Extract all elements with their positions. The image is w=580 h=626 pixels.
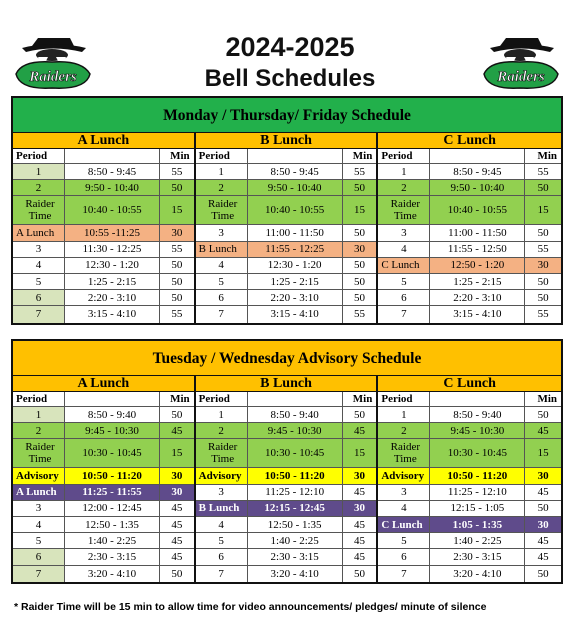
schedule-row bbox=[378, 533, 561, 549]
period-cell: 5 bbox=[13, 274, 65, 289]
time-cell: 1:25 - 2:15 bbox=[430, 274, 525, 289]
min-cell: 45 bbox=[160, 423, 194, 438]
time-cell: 2:30 - 3:15 bbox=[430, 549, 525, 564]
schedule-row bbox=[13, 423, 194, 439]
min-cell: 50 bbox=[354, 259, 365, 272]
time-cell: 10:40 - 10:55 bbox=[248, 196, 343, 224]
schedule-title: Tuesday / Wednesday Advisory Schedule bbox=[13, 341, 561, 376]
min-cell: 45 bbox=[537, 486, 549, 499]
time-cell: 11:55 - 12:25 bbox=[248, 242, 343, 257]
lunch-header: C Lunch bbox=[378, 133, 561, 149]
schedule-row bbox=[13, 180, 194, 196]
min-cell: 45 bbox=[354, 518, 365, 531]
period-cell: 1 bbox=[378, 407, 430, 422]
min-cell: 50 bbox=[537, 291, 549, 304]
time-cell: 10:50 - 11:20 bbox=[248, 468, 343, 483]
period-cell: 3 bbox=[378, 485, 430, 500]
time-cell: 9:50 - 10:40 bbox=[248, 180, 343, 195]
period-cell: 4 bbox=[378, 242, 430, 257]
schedule-row bbox=[378, 258, 561, 274]
min-cell: 30 bbox=[525, 258, 561, 273]
period-cell: 1 bbox=[196, 164, 248, 179]
lunch-column-a bbox=[13, 133, 196, 323]
schedule-row bbox=[378, 485, 561, 501]
period-cell: Advisory bbox=[378, 468, 430, 483]
time-cell: 11:25 - 11:55 bbox=[65, 485, 160, 500]
min-cell: 30 bbox=[343, 501, 377, 516]
period-header: Period bbox=[196, 149, 248, 163]
period-cell: 3 bbox=[378, 225, 430, 240]
schedule-row bbox=[196, 566, 377, 582]
period-cell: 6 bbox=[378, 549, 430, 564]
time-cell: 1:40 - 2:25 bbox=[65, 533, 160, 548]
schedule-row bbox=[13, 439, 194, 468]
time-cell: 12:30 - 1:20 bbox=[65, 258, 160, 273]
schedule-row bbox=[196, 225, 377, 241]
min-cell: 30 bbox=[525, 517, 561, 532]
min-cell: 50 bbox=[354, 567, 365, 580]
time-cell: 3:15 - 4:10 bbox=[65, 306, 160, 322]
schedule-row bbox=[378, 290, 561, 306]
period-cell: 1 bbox=[378, 164, 430, 179]
schedule-row bbox=[378, 225, 561, 241]
time-cell: 11:25 - 12:10 bbox=[248, 485, 343, 500]
min-cell: 45 bbox=[354, 550, 365, 563]
min-cell: 45 bbox=[354, 486, 365, 499]
time-cell: 10:50 - 11:20 bbox=[65, 468, 160, 483]
period-cell: Raider Time bbox=[196, 439, 248, 467]
min-cell: 45 bbox=[537, 534, 549, 547]
schedule-row bbox=[196, 468, 377, 484]
period-cell: A Lunch bbox=[13, 225, 65, 240]
time-cell: 1:25 - 2:15 bbox=[65, 274, 160, 289]
min-header: Min bbox=[170, 393, 190, 405]
period-cell: 7 bbox=[13, 566, 65, 582]
time-cell: 10:55 -11:25 bbox=[65, 225, 160, 240]
period-cell: A Lunch bbox=[13, 485, 65, 500]
lunch-column-b bbox=[196, 376, 379, 582]
schedule-row bbox=[378, 423, 561, 439]
period-header: Period bbox=[196, 392, 248, 406]
schedule-row bbox=[378, 196, 561, 225]
schedule-row bbox=[196, 533, 377, 549]
period-cell: 7 bbox=[196, 566, 248, 582]
min-cell: 55 bbox=[171, 165, 183, 178]
period-cell: 3 bbox=[13, 242, 65, 257]
schedule-row bbox=[13, 485, 194, 501]
schedule-row bbox=[13, 274, 194, 290]
min-cell: 55 bbox=[354, 165, 365, 178]
lunch-header: B Lunch bbox=[196, 376, 377, 392]
lunch-header: A Lunch bbox=[13, 376, 194, 392]
period-cell: 6 bbox=[196, 549, 248, 564]
schedule-row bbox=[13, 566, 194, 582]
time-cell: 2:20 - 3:10 bbox=[65, 290, 160, 305]
schedule-row bbox=[13, 242, 194, 258]
schedule-row bbox=[13, 290, 194, 306]
min-cell: 30 bbox=[343, 242, 377, 257]
min-cell: 45 bbox=[525, 423, 561, 438]
period-cell: B Lunch bbox=[196, 501, 248, 516]
min-cell: 50 bbox=[537, 567, 549, 580]
schedule-row bbox=[196, 439, 377, 468]
lunch-header: C Lunch bbox=[378, 376, 561, 392]
schedule-row bbox=[378, 501, 561, 517]
min-header: Min bbox=[352, 393, 373, 405]
schedule-row bbox=[196, 180, 377, 196]
time-header bbox=[430, 149, 525, 163]
schedule-row bbox=[196, 242, 377, 258]
schedule-row bbox=[13, 225, 194, 241]
schedule-row bbox=[378, 274, 561, 290]
min-cell: 15 bbox=[160, 196, 194, 224]
time-cell: 3:20 - 4:10 bbox=[248, 566, 343, 582]
min-cell: 45 bbox=[537, 550, 549, 563]
period-cell: 3 bbox=[13, 501, 65, 516]
time-cell: 12:15 - 1:05 bbox=[430, 501, 525, 516]
schedule-row bbox=[378, 566, 561, 582]
min-cell: 50 bbox=[525, 180, 561, 195]
period-cell: 1 bbox=[196, 407, 248, 422]
time-cell: 12:30 - 1:20 bbox=[248, 258, 343, 273]
time-cell: 11:00 - 11:50 bbox=[430, 225, 525, 240]
period-cell: 2 bbox=[196, 423, 248, 438]
period-cell: Advisory bbox=[13, 468, 65, 483]
column-header-row bbox=[13, 392, 194, 407]
period-cell: 5 bbox=[196, 533, 248, 548]
lunch-column-c bbox=[378, 133, 561, 323]
column-header-row bbox=[13, 149, 194, 164]
time-cell: 8:50 - 9:45 bbox=[430, 164, 525, 179]
period-cell: 2 bbox=[196, 180, 248, 195]
min-cell: 50 bbox=[343, 180, 377, 195]
page-title: Bell Schedules bbox=[204, 65, 376, 92]
time-cell: 11:30 - 12:25 bbox=[65, 242, 160, 257]
page-year: 2024-2025 bbox=[225, 32, 355, 62]
min-cell: 30 bbox=[160, 485, 194, 500]
time-cell: 8:50 - 9:45 bbox=[248, 164, 343, 179]
period-cell: 2 bbox=[378, 180, 430, 195]
time-cell: 9:45 - 10:30 bbox=[248, 423, 343, 438]
period-cell: 6 bbox=[378, 290, 430, 305]
period-cell: 7 bbox=[13, 306, 65, 322]
period-cell: 4 bbox=[196, 517, 248, 532]
schedule-title: Monday / Thursday/ Friday Schedule bbox=[13, 98, 561, 133]
period-cell: 3 bbox=[196, 485, 248, 500]
period-cell: Advisory bbox=[196, 468, 248, 483]
min-cell: 45 bbox=[171, 550, 183, 563]
min-header: Min bbox=[537, 150, 557, 162]
time-cell: 11:25 - 12:10 bbox=[430, 485, 525, 500]
time-header bbox=[430, 392, 525, 406]
lunch-column-c bbox=[378, 376, 561, 582]
period-cell: 5 bbox=[13, 533, 65, 548]
time-cell: 8:50 - 9:40 bbox=[248, 407, 343, 422]
schedule-row bbox=[378, 439, 561, 468]
time-cell: 1:40 - 2:25 bbox=[430, 533, 525, 548]
time-cell: 11:00 - 11:50 bbox=[248, 225, 343, 240]
time-cell: 12:15 - 12:45 bbox=[248, 501, 343, 516]
period-cell: 4 bbox=[13, 258, 65, 273]
logo-text: Raiders bbox=[497, 69, 545, 85]
min-header: Min bbox=[352, 150, 373, 162]
period-cell: C Lunch bbox=[378, 517, 430, 532]
lunch-column-b bbox=[196, 133, 379, 323]
time-cell: 12:50 - 1:35 bbox=[65, 517, 160, 532]
min-cell: 45 bbox=[354, 534, 365, 547]
column-header-row bbox=[196, 149, 377, 164]
min-cell: 55 bbox=[537, 308, 549, 321]
schedule-row bbox=[196, 290, 377, 306]
schedule-row bbox=[196, 501, 377, 517]
schedule-row bbox=[13, 468, 194, 484]
period-cell: B Lunch bbox=[196, 242, 248, 257]
period-cell: 2 bbox=[13, 180, 65, 195]
time-header bbox=[248, 149, 343, 163]
time-header bbox=[65, 392, 160, 406]
min-cell: 45 bbox=[171, 534, 183, 547]
time-cell: 3:15 - 4:10 bbox=[248, 306, 343, 322]
period-cell: 1 bbox=[13, 164, 65, 179]
min-cell: 15 bbox=[343, 196, 377, 224]
time-cell: 8:50 - 9:40 bbox=[430, 407, 525, 422]
min-cell: 55 bbox=[171, 308, 183, 321]
min-cell: 50 bbox=[354, 226, 365, 239]
min-cell: 50 bbox=[354, 408, 365, 421]
period-cell: 4 bbox=[378, 501, 430, 516]
schedule-row bbox=[13, 407, 194, 423]
lunch-header: A Lunch bbox=[13, 133, 194, 149]
min-cell: 55 bbox=[537, 165, 549, 178]
min-cell: 50 bbox=[537, 408, 549, 421]
min-cell: 30 bbox=[343, 468, 377, 483]
lunch-columns bbox=[13, 133, 561, 323]
min-cell: 15 bbox=[525, 439, 561, 467]
period-cell: 6 bbox=[13, 549, 65, 564]
time-cell: 12:00 - 12:45 bbox=[65, 501, 160, 516]
schedule-row bbox=[378, 242, 561, 258]
period-header: Period bbox=[13, 392, 65, 406]
schedule-row bbox=[196, 196, 377, 225]
min-cell: 50 bbox=[171, 408, 183, 421]
schedule-row bbox=[13, 517, 194, 533]
min-cell: 50 bbox=[537, 275, 549, 288]
min-header: Min bbox=[537, 393, 557, 405]
time-cell: 2:30 - 3:15 bbox=[65, 549, 160, 564]
period-cell: 7 bbox=[378, 566, 430, 582]
logo-text: Raiders bbox=[29, 69, 77, 85]
time-cell: 9:45 - 10:30 bbox=[430, 423, 525, 438]
period-cell: 5 bbox=[378, 533, 430, 548]
schedule-row bbox=[196, 306, 377, 322]
time-cell: 10:30 - 10:45 bbox=[248, 439, 343, 467]
period-cell: 5 bbox=[378, 274, 430, 289]
period-header: Period bbox=[378, 149, 430, 163]
min-cell: 15 bbox=[525, 196, 561, 224]
period-cell: Raider Time bbox=[196, 196, 248, 224]
min-cell: 15 bbox=[343, 439, 377, 467]
time-cell: 1:25 - 2:15 bbox=[248, 274, 343, 289]
time-cell: 2:20 - 3:10 bbox=[248, 290, 343, 305]
period-cell: 6 bbox=[13, 290, 65, 305]
min-cell: 50 bbox=[160, 180, 194, 195]
schedule-row bbox=[196, 423, 377, 439]
period-cell: 5 bbox=[196, 274, 248, 289]
period-cell: 4 bbox=[196, 258, 248, 273]
time-cell: 9:45 - 10:30 bbox=[65, 423, 160, 438]
schedule-row bbox=[13, 306, 194, 322]
time-cell: 10:50 - 11:20 bbox=[430, 468, 525, 483]
schedule-row bbox=[196, 274, 377, 290]
period-header: Period bbox=[378, 392, 430, 406]
time-cell: 1:40 - 2:25 bbox=[248, 533, 343, 548]
period-header: Period bbox=[13, 149, 65, 163]
min-cell: 50 bbox=[171, 291, 183, 304]
min-cell: 30 bbox=[160, 468, 194, 483]
footnote: * Raider Time will be 15 min to allow time for video announcements/ pledges/ minute of silence bbox=[14, 601, 487, 613]
min-cell: 30 bbox=[525, 468, 561, 483]
time-cell: 12:50 - 1:35 bbox=[248, 517, 343, 532]
period-cell: 7 bbox=[196, 306, 248, 322]
lunch-columns bbox=[13, 376, 561, 582]
schedule-row bbox=[13, 258, 194, 274]
schedule-row bbox=[196, 549, 377, 565]
min-cell: 30 bbox=[160, 225, 194, 240]
period-cell: C Lunch bbox=[378, 258, 430, 273]
min-cell: 50 bbox=[171, 259, 183, 272]
time-cell: 10:40 - 10:55 bbox=[430, 196, 525, 224]
schedule-row bbox=[196, 164, 377, 180]
min-cell: 50 bbox=[537, 502, 549, 515]
time-cell: 9:50 - 10:40 bbox=[65, 180, 160, 195]
time-header bbox=[65, 149, 160, 163]
column-header-row bbox=[378, 149, 561, 164]
min-cell: 50 bbox=[171, 567, 183, 580]
time-cell: 1:05 - 1:35 bbox=[430, 517, 525, 532]
time-cell: 3:20 - 4:10 bbox=[65, 566, 160, 582]
time-cell: 2:20 - 3:10 bbox=[430, 290, 525, 305]
schedule-mon-thu-fri bbox=[11, 96, 563, 325]
schedule-row bbox=[378, 549, 561, 565]
time-cell: 8:50 - 9:45 bbox=[65, 164, 160, 179]
lunch-header: B Lunch bbox=[196, 133, 377, 149]
time-cell: 10:30 - 10:45 bbox=[430, 439, 525, 467]
time-cell: 3:20 - 4:10 bbox=[430, 566, 525, 582]
min-cell: 45 bbox=[343, 423, 377, 438]
period-cell: 7 bbox=[378, 306, 430, 322]
time-cell: 8:50 - 9:40 bbox=[65, 407, 160, 422]
schedule-row bbox=[378, 180, 561, 196]
time-cell: 10:40 - 10:55 bbox=[65, 196, 160, 224]
min-cell: 55 bbox=[537, 243, 549, 256]
schedule-row bbox=[13, 196, 194, 225]
time-cell: 3:15 - 4:10 bbox=[430, 306, 525, 322]
time-header bbox=[248, 392, 343, 406]
period-cell: Raider Time bbox=[13, 439, 65, 467]
column-header-row bbox=[196, 392, 377, 407]
schedule-row bbox=[378, 164, 561, 180]
min-cell: 45 bbox=[171, 518, 183, 531]
period-cell: Raider Time bbox=[378, 439, 430, 467]
schedule-row bbox=[196, 258, 377, 274]
min-header: Min bbox=[170, 150, 190, 162]
lunch-column-a bbox=[13, 376, 196, 582]
period-cell: 2 bbox=[13, 423, 65, 438]
period-cell: 1 bbox=[13, 407, 65, 422]
period-cell: Raider Time bbox=[378, 196, 430, 224]
schedule-row bbox=[378, 407, 561, 423]
time-cell: 11:55 - 12:50 bbox=[430, 242, 525, 257]
schedule-row bbox=[13, 164, 194, 180]
min-cell: 50 bbox=[537, 226, 549, 239]
time-cell: 2:30 - 3:15 bbox=[248, 549, 343, 564]
min-cell: 55 bbox=[354, 308, 365, 321]
period-cell: 2 bbox=[378, 423, 430, 438]
schedule-row bbox=[378, 306, 561, 322]
min-cell: 45 bbox=[171, 502, 183, 515]
schedule-row bbox=[13, 501, 194, 517]
min-cell: 50 bbox=[354, 275, 365, 288]
schedule-row bbox=[378, 468, 561, 484]
schedule-tue-wed-advisory bbox=[11, 339, 563, 584]
period-cell: 4 bbox=[13, 517, 65, 532]
min-cell: 50 bbox=[354, 291, 365, 304]
schedule-row bbox=[196, 407, 377, 423]
period-cell: 6 bbox=[196, 290, 248, 305]
period-cell: 3 bbox=[196, 225, 248, 240]
schedule-row bbox=[13, 533, 194, 549]
schedule-row bbox=[378, 517, 561, 533]
column-header-row bbox=[378, 392, 561, 407]
schedule-row bbox=[196, 517, 377, 533]
period-cell: Raider Time bbox=[13, 196, 65, 224]
min-cell: 55 bbox=[171, 243, 183, 256]
min-cell: 50 bbox=[171, 275, 183, 288]
time-cell: 12:50 - 1:20 bbox=[430, 258, 525, 273]
time-cell: 9:50 - 10:40 bbox=[430, 180, 525, 195]
schedule-row bbox=[13, 549, 194, 565]
time-cell: 10:30 - 10:45 bbox=[65, 439, 160, 467]
min-cell: 15 bbox=[160, 439, 194, 467]
schedule-row bbox=[196, 485, 377, 501]
